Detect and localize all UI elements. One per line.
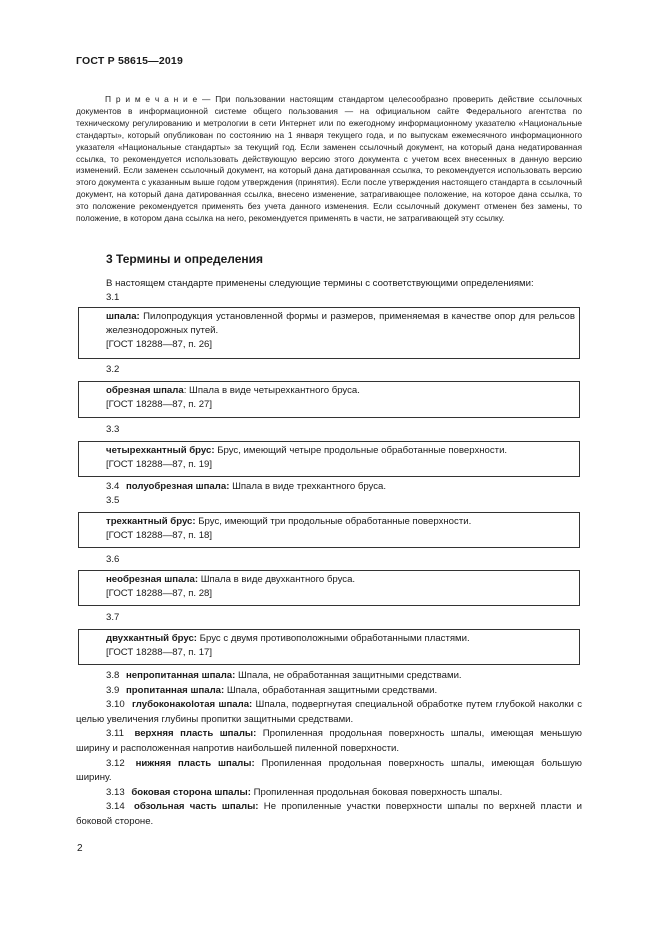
note-label: П р и м е ч а н и е: [105, 94, 198, 104]
term-source: [ГОСТ 18288—87, п. 27]: [106, 399, 213, 410]
term-name: необрезная шпала:: [106, 574, 199, 585]
term-definition: Брус с двумя противоположными обработанными пластями.: [197, 633, 470, 644]
term-name: обрезная шпала: [106, 385, 184, 396]
term-name: трехкантный брус:: [106, 516, 196, 527]
term-3-4: 3.4 полуобрезная шпала: Шпала в виде трехкантного бруса.: [106, 481, 387, 492]
term-source: [ГОСТ 18288—87, п. 28]: [106, 588, 213, 599]
reference-note: [76, 94, 582, 225]
term-definition: Шпала в виде двухкантного бруса.: [198, 574, 356, 585]
term-number: 3.5: [106, 495, 120, 506]
page-number: 2: [77, 843, 83, 854]
section-title: 3 Термины и определения: [106, 252, 264, 266]
list-item: 3.11 верхняя пласть шпалы: Пропиленная продольная поверхность шпалы, имеющая меньшую ширину и расположенная напротив наибольшей пиленной поверхности.: [76, 728, 582, 754]
term-box: [78, 512, 580, 548]
term-definition: Шпала в виде трехкантного бруса.: [229, 481, 387, 492]
section-intro: В настоящем стандарте применены следующие термины с соответствующими определениями:: [106, 278, 534, 289]
term-number: 3.1: [106, 292, 120, 303]
list-item: 3.8 непропитанная шпала: Шпала, не обработанная защитными средствами.: [106, 670, 462, 681]
list-item: 3.12 нижняя пласть шпалы: Пропиленная продольная поверхность шпалы, имеющая большую ширину.: [76, 757, 582, 784]
document-header: ГОСТ Р 58615—2019: [76, 55, 184, 67]
list-item: 3.10 глубоконакolотая шпала: Шпала, подвергнутая специальной обработке путем глубокой наколки с целью увеличения глубины пропитки защитными средствами.: [76, 699, 582, 725]
term-source: [ГОСТ 18288—87, п. 26]: [106, 339, 213, 350]
term-number: 3.7: [106, 612, 120, 623]
term-number: 3.3: [106, 424, 120, 435]
term-name: полуобрезная шпала:: [126, 481, 230, 492]
term-box: [78, 629, 580, 665]
term-number: 3.6: [106, 554, 120, 565]
term-name: двухкантный брус:: [106, 633, 198, 644]
term-source: [ГОСТ 18288—87, п. 17]: [106, 647, 213, 658]
list-item: 3.13 боковая сторона шпалы: Пропиленная продольная боковая поверхность шпалы.: [106, 786, 503, 798]
term-definition: Брус, имеющий три продольные обработанные поверхности.: [195, 516, 472, 527]
term-source: [ГОСТ 18288—87, п. 19]: [106, 459, 213, 470]
term-number: 3.2: [106, 364, 120, 375]
term-definition: Брус, имеющий четыре продольные обработанные поверхности.: [214, 445, 508, 456]
term-list: [76, 669, 582, 830]
list-item: 3.14 обзольная часть шпалы: Не пропиленные участки поверхности шпалы по верхней пласти и боковой стороне.: [76, 801, 582, 827]
term-definition: : Шпала в виде четырехкантного бруса.: [183, 385, 360, 396]
term-box: [78, 570, 580, 606]
term-name: четырехкантный брус:: [106, 445, 215, 456]
term-name: шпала:: [106, 311, 140, 322]
list-item: 3.9 пропитанная шпала: Шпала, обработанная защитными средствами.: [106, 684, 438, 696]
term-box: [78, 381, 580, 418]
term-box: [78, 307, 580, 359]
term-box: [78, 441, 580, 477]
term-source: [ГОСТ 18288—87, п. 18]: [106, 530, 213, 541]
term-definition: Пилопродукция установленной формы и размеров, применяемая в качестве опор для рельсов железнодорожных путей.: [106, 311, 575, 336]
note-text: — При пользовании настоящим стандартом целесообразно проверить действие ссылочных документов в информационной системе общего пользования — на официальном сайте Федерального агентства по техническому регулированию и метрологии в сети Интернет или по ежегодному информационному указателю «Национальные стандарты», который опубликован по состоянию на 1 января текущего года, и по выпускам ежемесячного информационного указателя «Национальные стандарты» за текущий год. Если заменен ссылочный документ, на который дана недатированная ссылка, то рекомендуется использовать действующую версию этого документа с учетом всех внесенных в данную версию изменений. Если заменен ссылочный документ, на который дана датированная ссылка, то рекомендуется использовать версию этого документа с указанным выше годом утверждения (принятия). Если после утверждения настоящего стандарта в ссылочный документ, на который дана датированная ссылка, внесено изменение, затрагивающее положение, на которое дана ссылка, то это положение рекомендуется применять без учета данного изменения. Если ссылочный документ отменен без замены, то положение, в котором дана ссылка на него, рекомендуется применять в части, не затрагивающей эту ссылку.: [76, 94, 582, 224]
